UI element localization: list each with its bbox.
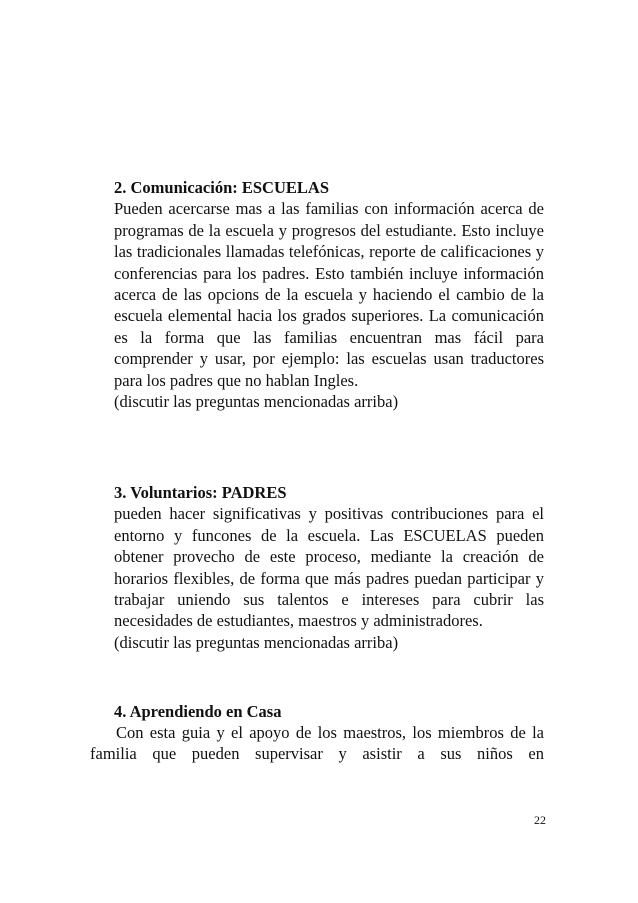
- section-heading: 3. Voluntarios: PADRES: [114, 483, 287, 502]
- section-note: (discutir las preguntas mencionadas arriba): [114, 392, 399, 412]
- section-aprendiendo-en-casa: [114, 701, 544, 722]
- section-comunicacion: [114, 177, 544, 412]
- section-body: Pueden acercarse mas a las familias con información acerca de programas de la escuela y progresos del estudiante. Esto incluye las tradicionales llamadas telefónicas, reporte de calificaciones y conferencias para los padres. Esto también incluye información acerca de las opcions de la escuela y haciendo el cambio de la escuela elemental hacia los grados superiores. La comunicación es la forma que las familias encuentran mas fácil para comprender y usar, por ejemplo: las escuelas usan traductores para los padres que no hablan Ingles.: [114, 199, 544, 390]
- section-voluntarios: [114, 482, 544, 653]
- section-heading: 2. Comunicación: ESCUELAS: [114, 178, 329, 197]
- section-body: Con esta guia y el apoyo de los maestros, los miembros de la familia que pueden supervisar y asistir a sus niños en: [90, 723, 544, 764]
- section-note: (discutir las preguntas mencionadas arriba): [114, 632, 399, 652]
- section-body: pueden hacer significativas y positivas contribuciones para el entorno y funcones de la escuela. Las ESCUELAS pueden obtener provecho de este proceso, mediante la creación de horarios flexibles, de forma que más padres puedan participar y trabajar uniendo sus talentos e intereses para cubrir las necesidades de estudiantes, maestros y administradores.: [114, 504, 544, 631]
- page-number: 22: [534, 813, 546, 827]
- section-heading: 4. Aprendiendo en Casa: [114, 702, 282, 721]
